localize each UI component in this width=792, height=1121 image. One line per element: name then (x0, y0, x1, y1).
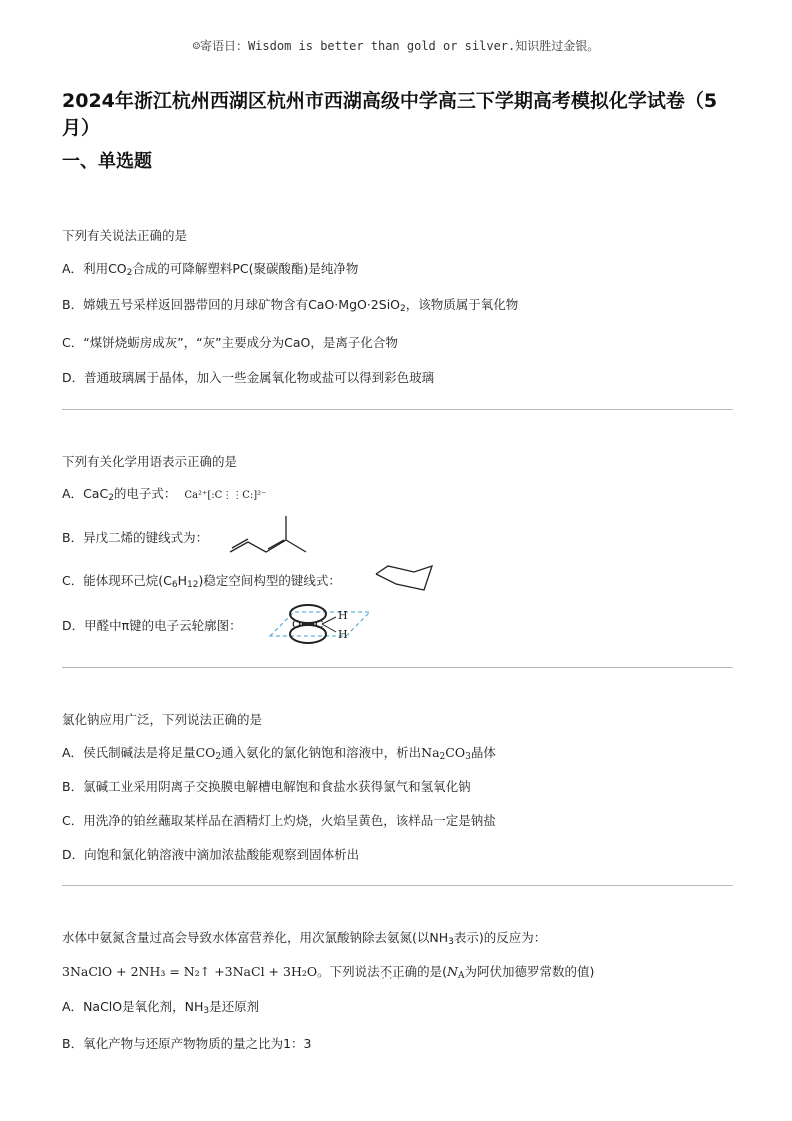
option-label: C． (62, 813, 84, 828)
stem-text: 水体中氨氮含量过高会导致水体富营养化，用次氯酸钠除去氨氮(以NH (62, 930, 449, 945)
subscript: 2 (400, 304, 406, 314)
question-stem: 下列有关化学用语表示正确的是 (62, 454, 238, 469)
option-text: 异戊二烯的键线式为： (83, 530, 209, 545)
option-text: 用洗净的铂丝蘸取某样品在酒精灯上灼烧，火焰呈黄色，该样品一定是钠盐 (83, 813, 496, 828)
option-label: B． (62, 779, 84, 794)
option-c (62, 811, 496, 829)
option-text: 晶体 (470, 745, 496, 760)
option-text: 利用CO (83, 261, 127, 276)
option-a (62, 997, 259, 1016)
electron-formula: Ca²⁺[:C⋮⋮C:]²⁻ (184, 490, 267, 501)
option-text: CaC (83, 486, 109, 501)
option-text: 侯氏制碱法是将足量 (83, 745, 196, 760)
option-a (62, 743, 496, 762)
motto-header: ☺寄语日：Wisdom is better than gold or silver.知识胜过金银。 (192, 39, 600, 53)
option-text: ，该物质属于氧化物 (405, 297, 519, 312)
reaction-equation-line (62, 962, 594, 981)
option-text: 的电子式： (113, 486, 177, 501)
question-stem: 下列有关说法正确的是 (62, 228, 188, 243)
subscript: 3 (203, 1006, 210, 1016)
option-label: B． (62, 297, 84, 312)
question-stem (62, 928, 546, 947)
formula: CO (195, 745, 216, 760)
option-text: NaClO是氧化剂，NH (83, 999, 204, 1014)
option-label: A． (62, 486, 84, 501)
question-stem: 氯化钠应用广泛，下列说法正确的是 (62, 712, 263, 727)
option-label: A． (62, 999, 84, 1014)
formaldehyde-pi-bond-icon (266, 602, 372, 648)
option-label: C． (62, 335, 84, 350)
emphasis-text: 不正确 · · · (380, 964, 418, 979)
formula: CO (445, 745, 466, 760)
option-c (62, 571, 341, 590)
stem-text: 为阿伏加德罗常数的值) (464, 964, 595, 979)
option-label: B． (62, 1036, 84, 1051)
question-2 (62, 452, 734, 652)
option-label: B． (62, 530, 84, 545)
option-b (62, 528, 208, 546)
reaction-equation: 3NaClO + 2NH₃ = N₂↑ +3NaCl + 3H₂O (62, 964, 318, 979)
option-d (62, 616, 242, 634)
formula: Na (421, 745, 440, 760)
stem-text: 表示)的反应为： (453, 930, 547, 945)
avogadro-symbol: N (447, 964, 458, 979)
atom-label: H (338, 628, 348, 641)
option-text: 能体现环己烷(C (83, 573, 172, 588)
option-text: 通入氨化的氯化钠饱和溶液中，析出 (221, 745, 422, 760)
stem-text: 。下列说法 (317, 964, 380, 979)
option-a (62, 259, 358, 278)
subscript: 2 (439, 752, 446, 762)
option-b (62, 1034, 312, 1052)
exam-title: 2024年浙江杭州西湖区杭州市西湖高级中学高三下学期高考模拟化学试卷（5月） (62, 90, 718, 139)
subscript: 2 (215, 752, 222, 762)
option-text: 氯碱工业采用阴离子交换膜电解槽电解饱和食盐水获得氯气和氢氧化钠 (83, 779, 471, 794)
atom-label: H (338, 609, 348, 622)
section-heading: 一、单选题 (62, 151, 152, 172)
question-divider (62, 409, 733, 410)
option-text: H (177, 573, 187, 588)
atom-label: C (315, 618, 324, 631)
option-text: 普通玻璃属于晶体，加入一些金属氧化物或盐可以得到彩色玻璃 (84, 370, 435, 385)
option-text: 合成的可降解塑料PC(聚碳酸酯)是纯净物 (132, 261, 359, 276)
option-label: D． (62, 618, 85, 633)
option-text: 是还原剂 (209, 999, 260, 1014)
subscript: 3 (448, 937, 454, 947)
option-text: )稳定空间构型的键线式： (198, 573, 341, 588)
stem-text: 的是( (417, 964, 448, 979)
option-a (62, 484, 266, 503)
question-divider (62, 667, 733, 668)
option-d (62, 368, 434, 386)
question-divider (62, 885, 733, 886)
subscript: A (457, 971, 465, 981)
option-label: A． (62, 745, 84, 760)
cyclohexane-chair-icon (374, 562, 436, 594)
subscript: 3 (465, 752, 471, 762)
subscript: 2 (108, 493, 114, 503)
subscript: 12 (186, 580, 199, 590)
option-text: 嫦娥五号采样返回器带回的月球矿物含有CaO·MgO·2SiO (83, 297, 401, 312)
option-b (62, 295, 518, 314)
option-label: D． (62, 370, 85, 385)
option-label: A． (62, 261, 84, 276)
option-text: 甲醛中π键的电子云轮廓图： (84, 618, 242, 633)
option-text: 氧化产物与还原产物物质的量之比为1：3 (83, 1036, 312, 1051)
option-label: D． (62, 847, 85, 862)
option-label: C． (62, 573, 84, 588)
option-b (62, 777, 471, 795)
subscript: 2 (126, 268, 133, 278)
isoprene-skeletal-formula (228, 510, 310, 556)
option-text: “煤饼烧蛎房成灰”，“灰”主要成分为CaO，是离子化合物 (83, 335, 398, 350)
option-text: 向饱和氯化钠溶液中滴加浓盐酸能观察到固体析出 (84, 847, 360, 862)
subscript: 6 (171, 580, 178, 590)
atom-label: O (292, 618, 302, 631)
option-c (62, 333, 398, 351)
option-d (62, 845, 359, 863)
